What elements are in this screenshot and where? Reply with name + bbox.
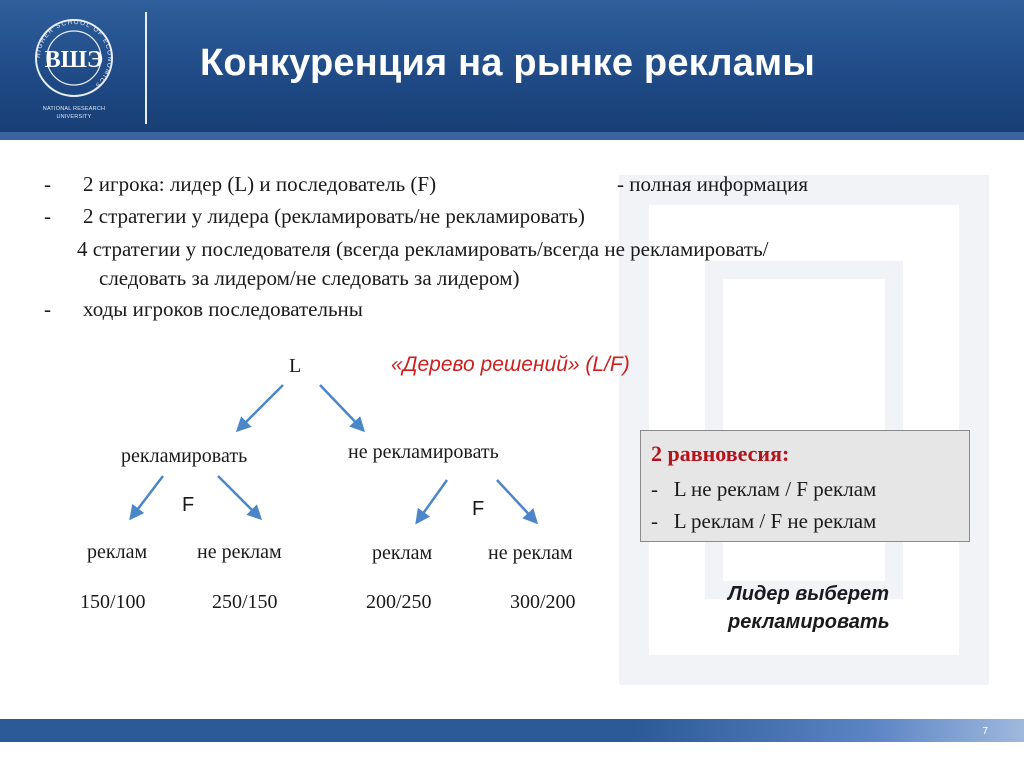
arrow-f2-not-advertise	[497, 480, 536, 522]
bullet-dash: -	[44, 172, 51, 196]
equilibrium-item	[651, 509, 876, 534]
bullet-dash: -	[44, 204, 51, 228]
tree-root-leader: L	[289, 355, 302, 377]
tree-follower-label-2: F	[472, 498, 485, 520]
tree-branch-not-advertise: не рекламировать	[348, 441, 499, 463]
tree-payoff: 250/150	[212, 591, 278, 613]
equilibrium-item	[651, 477, 876, 502]
tree-payoff: 200/250	[366, 591, 432, 613]
logo-caption-line2: UNIVERSITY	[56, 114, 92, 120]
equilibrium-text: L не реклам / F реклам	[673, 477, 877, 501]
university-logo	[26, 14, 122, 124]
arrow-to-not-advertise	[320, 385, 363, 430]
bullet-players: 2 игрока: лидер (L) и последователь (F)	[83, 172, 437, 196]
logo-seal-text: HIGHER SCHOOL OF ECONOMICS	[34, 18, 114, 90]
conclusion-line2: рекламировать	[728, 611, 890, 633]
tree-branch-advertise: рекламировать	[121, 445, 248, 467]
logo-monogram: ВШЭ	[44, 47, 104, 73]
equilibrium-dash: -	[651, 477, 658, 501]
arrow-f2-advertise	[417, 480, 447, 522]
tree-leaf: реклам	[87, 541, 148, 563]
header-bar	[0, 0, 1024, 140]
equilibria-box	[640, 430, 970, 542]
bullet-follower-strategies: 4 стратегии у последователя (всегда рекламировать/всегда не рекламировать/	[77, 237, 769, 261]
equilibrium-dash: -	[651, 509, 658, 533]
tree-leaf: не реклам	[488, 542, 573, 564]
logo-caption-line1: NATIONAL RESEARCH	[42, 106, 106, 112]
tree-payoff: 300/200	[510, 591, 576, 613]
header-divider	[145, 12, 147, 124]
logo-seal-icon	[26, 14, 122, 104]
arrow-f1-not-advertise	[218, 476, 260, 518]
slide-title: Конкуренция на рынке рекламы	[200, 42, 815, 84]
slide-number: 7	[982, 726, 988, 737]
tree-payoff: 150/100	[80, 591, 146, 613]
conclusion-text	[728, 580, 958, 636]
equilibrium-text: L реклам / F не реклам	[673, 509, 877, 533]
bullet-dash: -	[44, 297, 51, 321]
equilibria-title: 2 равновесия:	[651, 441, 790, 466]
bullet-follower-strategies-cont: следовать за лидером/не следовать за лидером)	[99, 266, 520, 290]
arrow-f1-advertise	[131, 476, 163, 518]
footer-bar	[0, 719, 1024, 742]
bullet-full-information: - полная информация	[617, 172, 809, 196]
tree-follower-label-1: F	[182, 494, 195, 516]
arrow-to-advertise	[238, 385, 283, 430]
bullet-sequential-moves: ходы игроков последовательны	[83, 297, 363, 321]
decision-tree-title: «Дерево решений» (L/F)	[391, 353, 630, 376]
header-stripe	[0, 132, 1024, 140]
tree-leaf: не реклам	[197, 541, 282, 563]
bullet-leader-strategies: 2 стратегии у лидера (рекламировать/не рекламировать)	[83, 204, 585, 228]
conclusion-line1: Лидер выберет	[728, 583, 890, 605]
tree-leaf: реклам	[372, 542, 433, 564]
